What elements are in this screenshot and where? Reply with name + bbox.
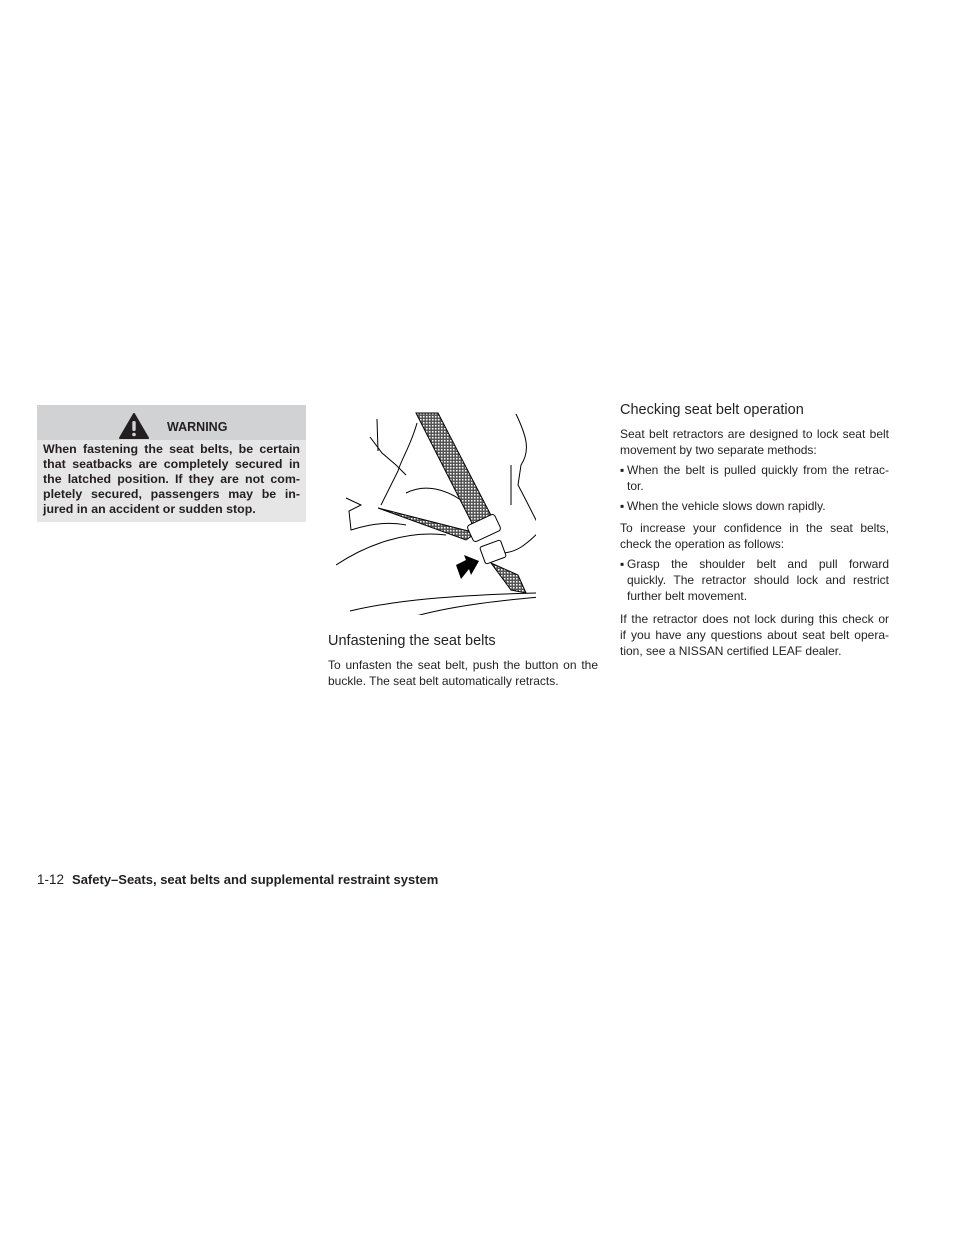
check-intro [620, 426, 889, 458]
check-para3 [620, 611, 889, 659]
bullet-icon: ▪ [620, 463, 625, 477]
check-heading: Checking seat belt operation [620, 402, 804, 418]
warning-line: When fastening the seat belts, be certain [43, 442, 300, 456]
warning-line: pletely secured, passengers may be in- [43, 487, 300, 501]
text-line: To increase your confidence in the seat belts, [620, 521, 889, 535]
text-line: To unfasten the seat belt, push the button on the [328, 658, 598, 672]
bullet-item [620, 462, 889, 494]
page-number: 1-12 [37, 872, 65, 887]
text-line: If the retractor does not lock during this check or [620, 612, 889, 626]
text-line: quickly. The retractor should lock and restrict [627, 573, 889, 587]
warning-line: jured in an accident or sudden stop. [43, 502, 256, 516]
text-line: When the belt is pulled quickly from the retrac- [627, 463, 889, 477]
text-line: movement by two separate methods: [620, 443, 817, 457]
section-title: Safety–Seats, seat belts and supplemental restraint system [72, 872, 439, 887]
text-line: check the operation as follows: [620, 537, 785, 551]
warning-title: WARNING [167, 420, 228, 434]
text-line: tion, see a NISSAN certified LEAF dealer. [620, 644, 842, 658]
page-footer [37, 872, 438, 887]
text-line: buckle. The seat belt automatically retracts. [328, 674, 559, 688]
warning-box [37, 405, 306, 522]
text-line: tor. [627, 479, 644, 493]
warning-text [43, 442, 300, 517]
bullet-icon: ▪ [620, 499, 625, 513]
warning-line: the latched position. If they are not com- [43, 472, 300, 486]
unfasten-heading: Unfastening the seat belts [328, 633, 496, 649]
bullet-icon: ▪ [620, 557, 625, 571]
seat-belt-illustration [336, 405, 536, 615]
text-line: further belt movement. [627, 589, 748, 603]
unfasten-text [328, 657, 598, 689]
warning-header [37, 405, 306, 440]
text-line: When the vehicle slows down rapidly. [627, 499, 826, 513]
text-line: if you have any questions about seat belt opera- [620, 628, 889, 642]
bullet-item [620, 498, 889, 514]
text-line: Seat belt retractors are designed to lock seat belt [620, 427, 889, 441]
warning-triangle-icon [119, 413, 149, 439]
bullet-item [620, 556, 889, 604]
text-line: Grasp the shoulder belt and pull forward [627, 557, 889, 571]
warning-line: that seatbacks are completely secured in [43, 457, 300, 471]
check-para2 [620, 520, 889, 552]
